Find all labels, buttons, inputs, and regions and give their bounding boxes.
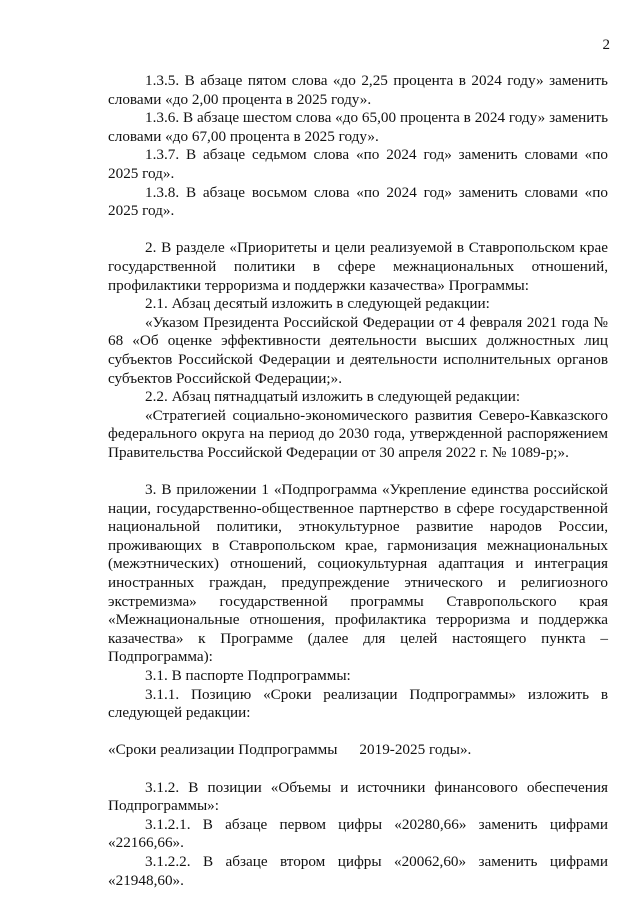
- paragraph-1-3-7: 1.3.7. В абзаце седьмом слова «по 2024 год» заменить словами «по 2025 год».: [108, 146, 608, 182]
- spacer: [108, 462, 608, 481]
- paragraph-2-1: 2.1. Абзац десятый изложить в следующей редакции:: [145, 295, 490, 313]
- spacer: [108, 723, 608, 742]
- paragraph-2: 2. В разделе «Приоритеты и цели реализуемой в Ставропольском крае государственной политики в сфере межнациональных отношений, профилактики терроризма и поддержки казачества» Программы:: [108, 239, 608, 294]
- paragraph-2-2: 2.2. Абзац пятнадцатый изложить в следующей редакции:: [145, 388, 521, 406]
- paragraph-3-1-2-1: 3.1.2.1. В абзаце первом цифры «20280,66» заменить цифрами «22166,66».: [108, 815, 608, 852]
- spacer: [108, 221, 608, 240]
- paragraph-3-1-2: 3.1.2. В позиции «Объемы и источники финансового обеспечения Подпрограммы»:: [108, 778, 608, 815]
- spacer: [108, 760, 608, 779]
- term-row-value: 2019-2025 годы».: [359, 741, 472, 759]
- paragraph-2-2-text: «Стратегией социально-экономического развития Северо-Кавказского федерального округа на период до 2030 года, утвержденной распоряжением Правительства Российской Федерации от 30 апреля 2022 г. № 1089-р;».: [108, 406, 608, 461]
- paragraph-1-3-5: 1.3.5. В абзаце пятом слова «до 2,25 процента в 2024 году» заменить словами «до 2,00 процента в 2025 году».: [108, 72, 608, 108]
- document-body: [108, 72, 608, 890]
- paragraph-3-1-1: 3.1.1. Позицию «Сроки реализации Подпрограммы» изложить в следующей редакции:: [108, 685, 608, 722]
- paragraph-1-3-6: 1.3.6. В абзаце шестом слова «до 65,00 процента в 2024 году» заменить словами «до 67,00 процента в 2025 году».: [108, 109, 608, 145]
- paragraph-3-1: 3.1. В паспорте Подпрограммы:: [145, 667, 351, 684]
- term-row-label: «Сроки реализации Подпрограммы: [108, 741, 338, 759]
- term-row: [108, 741, 608, 760]
- paragraph-3: 3. В приложении 1 «Подпрограмма «Укрепление единства российской нации, государственно-общественное партнерство в сфере государственной национальной политики, этнокультурное развитие народов России, проживающих в Ставропольском крае, гармонизация межнациональных (межэтнических) отношений, социокультурная адаптация и интеграция иностранных граждан, предупреждение этнического и религиозного экстремизма» государственной программы Ставропольского края «Межнациональные отношения, профилактика терроризма и поддержка казачества» к Программе (далее для целей настоящего пункта – Подпрограмма):: [108, 481, 608, 666]
- paragraph-2-1-text: «Указом Президента Российской Федерации от 4 февраля 2021 года № 68 «Об оценке эффективности деятельности высших должностных лиц субъектов Российской Федерации и деятельности исполнительных органов субъектов Российской Федерации;».: [108, 313, 608, 387]
- paragraph-3-1-2-2: 3.1.2.2. В абзаце втором цифры «20062,60» заменить цифрами «21948,60».: [108, 852, 608, 889]
- paragraph-1-3-8: 1.3.8. В абзаце восьмом слова «по 2024 год» заменить словами «по 2025 год».: [108, 183, 608, 220]
- page-number: 2: [602, 37, 610, 53]
